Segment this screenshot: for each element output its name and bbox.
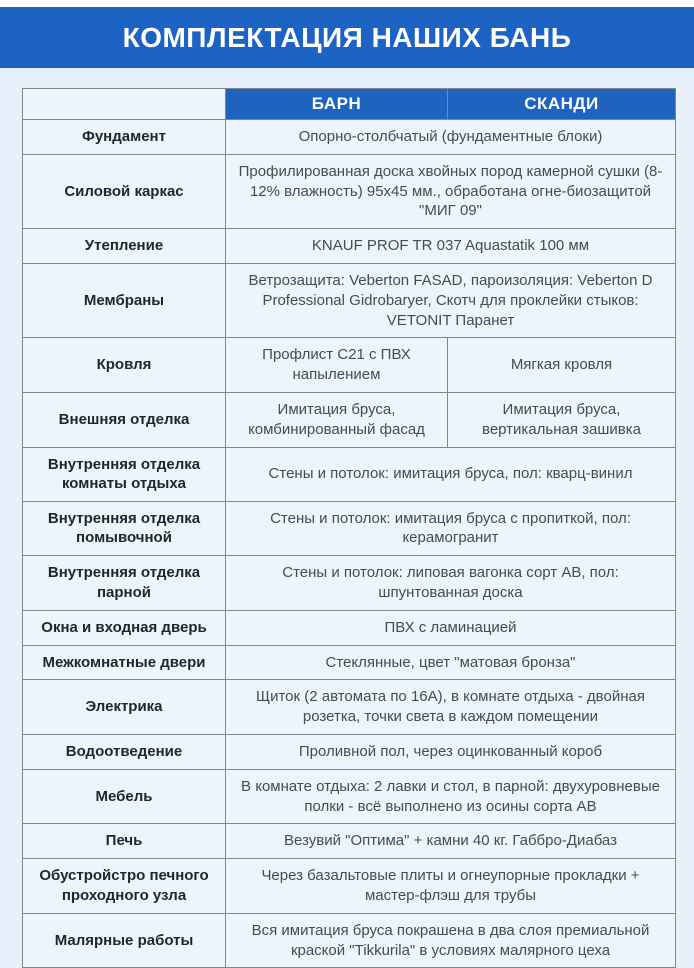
table-row-interior-doors xyxy=(23,645,676,680)
row-label: Кровля xyxy=(23,338,226,393)
row-label: Электрика xyxy=(23,680,226,735)
row-value: Стеклянные, цвет "матовая бронза" xyxy=(226,645,676,680)
table-row-insulation xyxy=(23,229,676,264)
row-label: Фундамент xyxy=(23,120,226,155)
page-title: КОМПЛЕКТАЦИЯ НАШИХ БАНЬ xyxy=(122,21,572,53)
table-row-exterior xyxy=(23,392,676,447)
row-label: Утепление xyxy=(23,229,226,264)
row-label: Малярные работы xyxy=(23,913,226,968)
table-container xyxy=(0,68,694,968)
row-value: Вся имитация бруса покрашена в два слоя премиальной краской "Tikkurila" в условиях малярного цеха xyxy=(226,913,676,968)
row-label: Внутренняя отделка парной xyxy=(23,556,226,611)
row-label: Внутренняя отделка комнаты отдыха xyxy=(23,447,226,501)
row-value-skandi: Мягкая кровля xyxy=(448,338,676,393)
row-value: Проливной пол, через оцинкованный короб xyxy=(226,734,676,769)
row-value: KNAUF PROF TR 037 Aquastatik 100 мм xyxy=(226,229,676,264)
table-row-drainage xyxy=(23,734,676,769)
row-value: ПВХ с ламинацией xyxy=(226,610,676,645)
table-header-row xyxy=(23,89,676,120)
row-label: Силовой каркас xyxy=(23,154,226,228)
specs-table xyxy=(22,88,676,968)
row-label: Водоотведение xyxy=(23,734,226,769)
table-row-frame xyxy=(23,154,676,228)
table-row-stove xyxy=(23,824,676,859)
column-header-skandi: СКАНДИ xyxy=(448,89,676,120)
table-row-furniture xyxy=(23,769,676,824)
row-value: Опорно-столбчатый (фундаментные блоки) xyxy=(226,120,676,155)
row-value: Щиток (2 автомата по 16А), в комнате отдыха - двойная розетка, точки света в каждом помещении xyxy=(226,680,676,735)
column-header-barn: БАРН xyxy=(226,89,448,120)
row-value-barn: Профлист С21 с ПВХ напылением xyxy=(226,338,448,393)
table-row-chimney-passage xyxy=(23,859,676,914)
row-label: Печь xyxy=(23,824,226,859)
table-row-windows-door xyxy=(23,610,676,645)
table-row-electrics xyxy=(23,680,676,735)
table-row-roof xyxy=(23,338,676,393)
row-value: Стены и потолок: имитация бруса с пропиткой, пол: керамогранит xyxy=(226,501,676,556)
row-value: Стены и потолок: имитация бруса, пол: кварц-винил xyxy=(226,447,676,501)
row-value-skandi: Имитация бруса, вертикальная зашивка xyxy=(448,392,676,447)
corner-cell xyxy=(23,89,226,120)
row-label: Межкомнатные двери xyxy=(23,645,226,680)
page-header xyxy=(0,7,694,68)
row-value: Ветрозащита: Veberton FASAD, пароизоляция: Veberton D Professional Gidrobaryer, Скотч для проклейки стыков: VETONIT Паранет xyxy=(226,263,676,337)
row-value: Через базальтовые плиты и огнеупорные прокладки + мастер-флэш для трубы xyxy=(226,859,676,914)
row-value: Стены и потолок: липовая вагонка сорт АВ, пол: шпунтованная доска xyxy=(226,556,676,611)
row-label: Окна и входная дверь xyxy=(23,610,226,645)
table-row-washroom-interior xyxy=(23,501,676,556)
row-label: Мембраны xyxy=(23,263,226,337)
row-label: Внутренняя отделка помывочной xyxy=(23,501,226,556)
top-strip xyxy=(0,0,694,7)
table-row-lounge-interior xyxy=(23,447,676,501)
row-value: Профилированная доска хвойных пород камерной сушки (8-12% влажность) 95х45 мм., обработана огне-биозащитой "МИГ 09" xyxy=(226,154,676,228)
row-label: Внешняя отделка xyxy=(23,392,226,447)
row-value: Везувий "Оптима" + камни 40 кг. Габбро-Диабаз xyxy=(226,824,676,859)
row-value-barn: Имитация бруса, комбинированный фасад xyxy=(226,392,448,447)
table-row-foundation xyxy=(23,120,676,155)
table-row-membranes xyxy=(23,263,676,337)
table-row-painting xyxy=(23,913,676,968)
row-label: Мебель xyxy=(23,769,226,824)
row-label: Обустройстро печного проходного узла xyxy=(23,859,226,914)
row-value: В комнате отдыха: 2 лавки и стол, в парной: двухуровневые полки - всё выполнено из осины сорта АВ xyxy=(226,769,676,824)
table-row-steamroom-interior xyxy=(23,556,676,611)
